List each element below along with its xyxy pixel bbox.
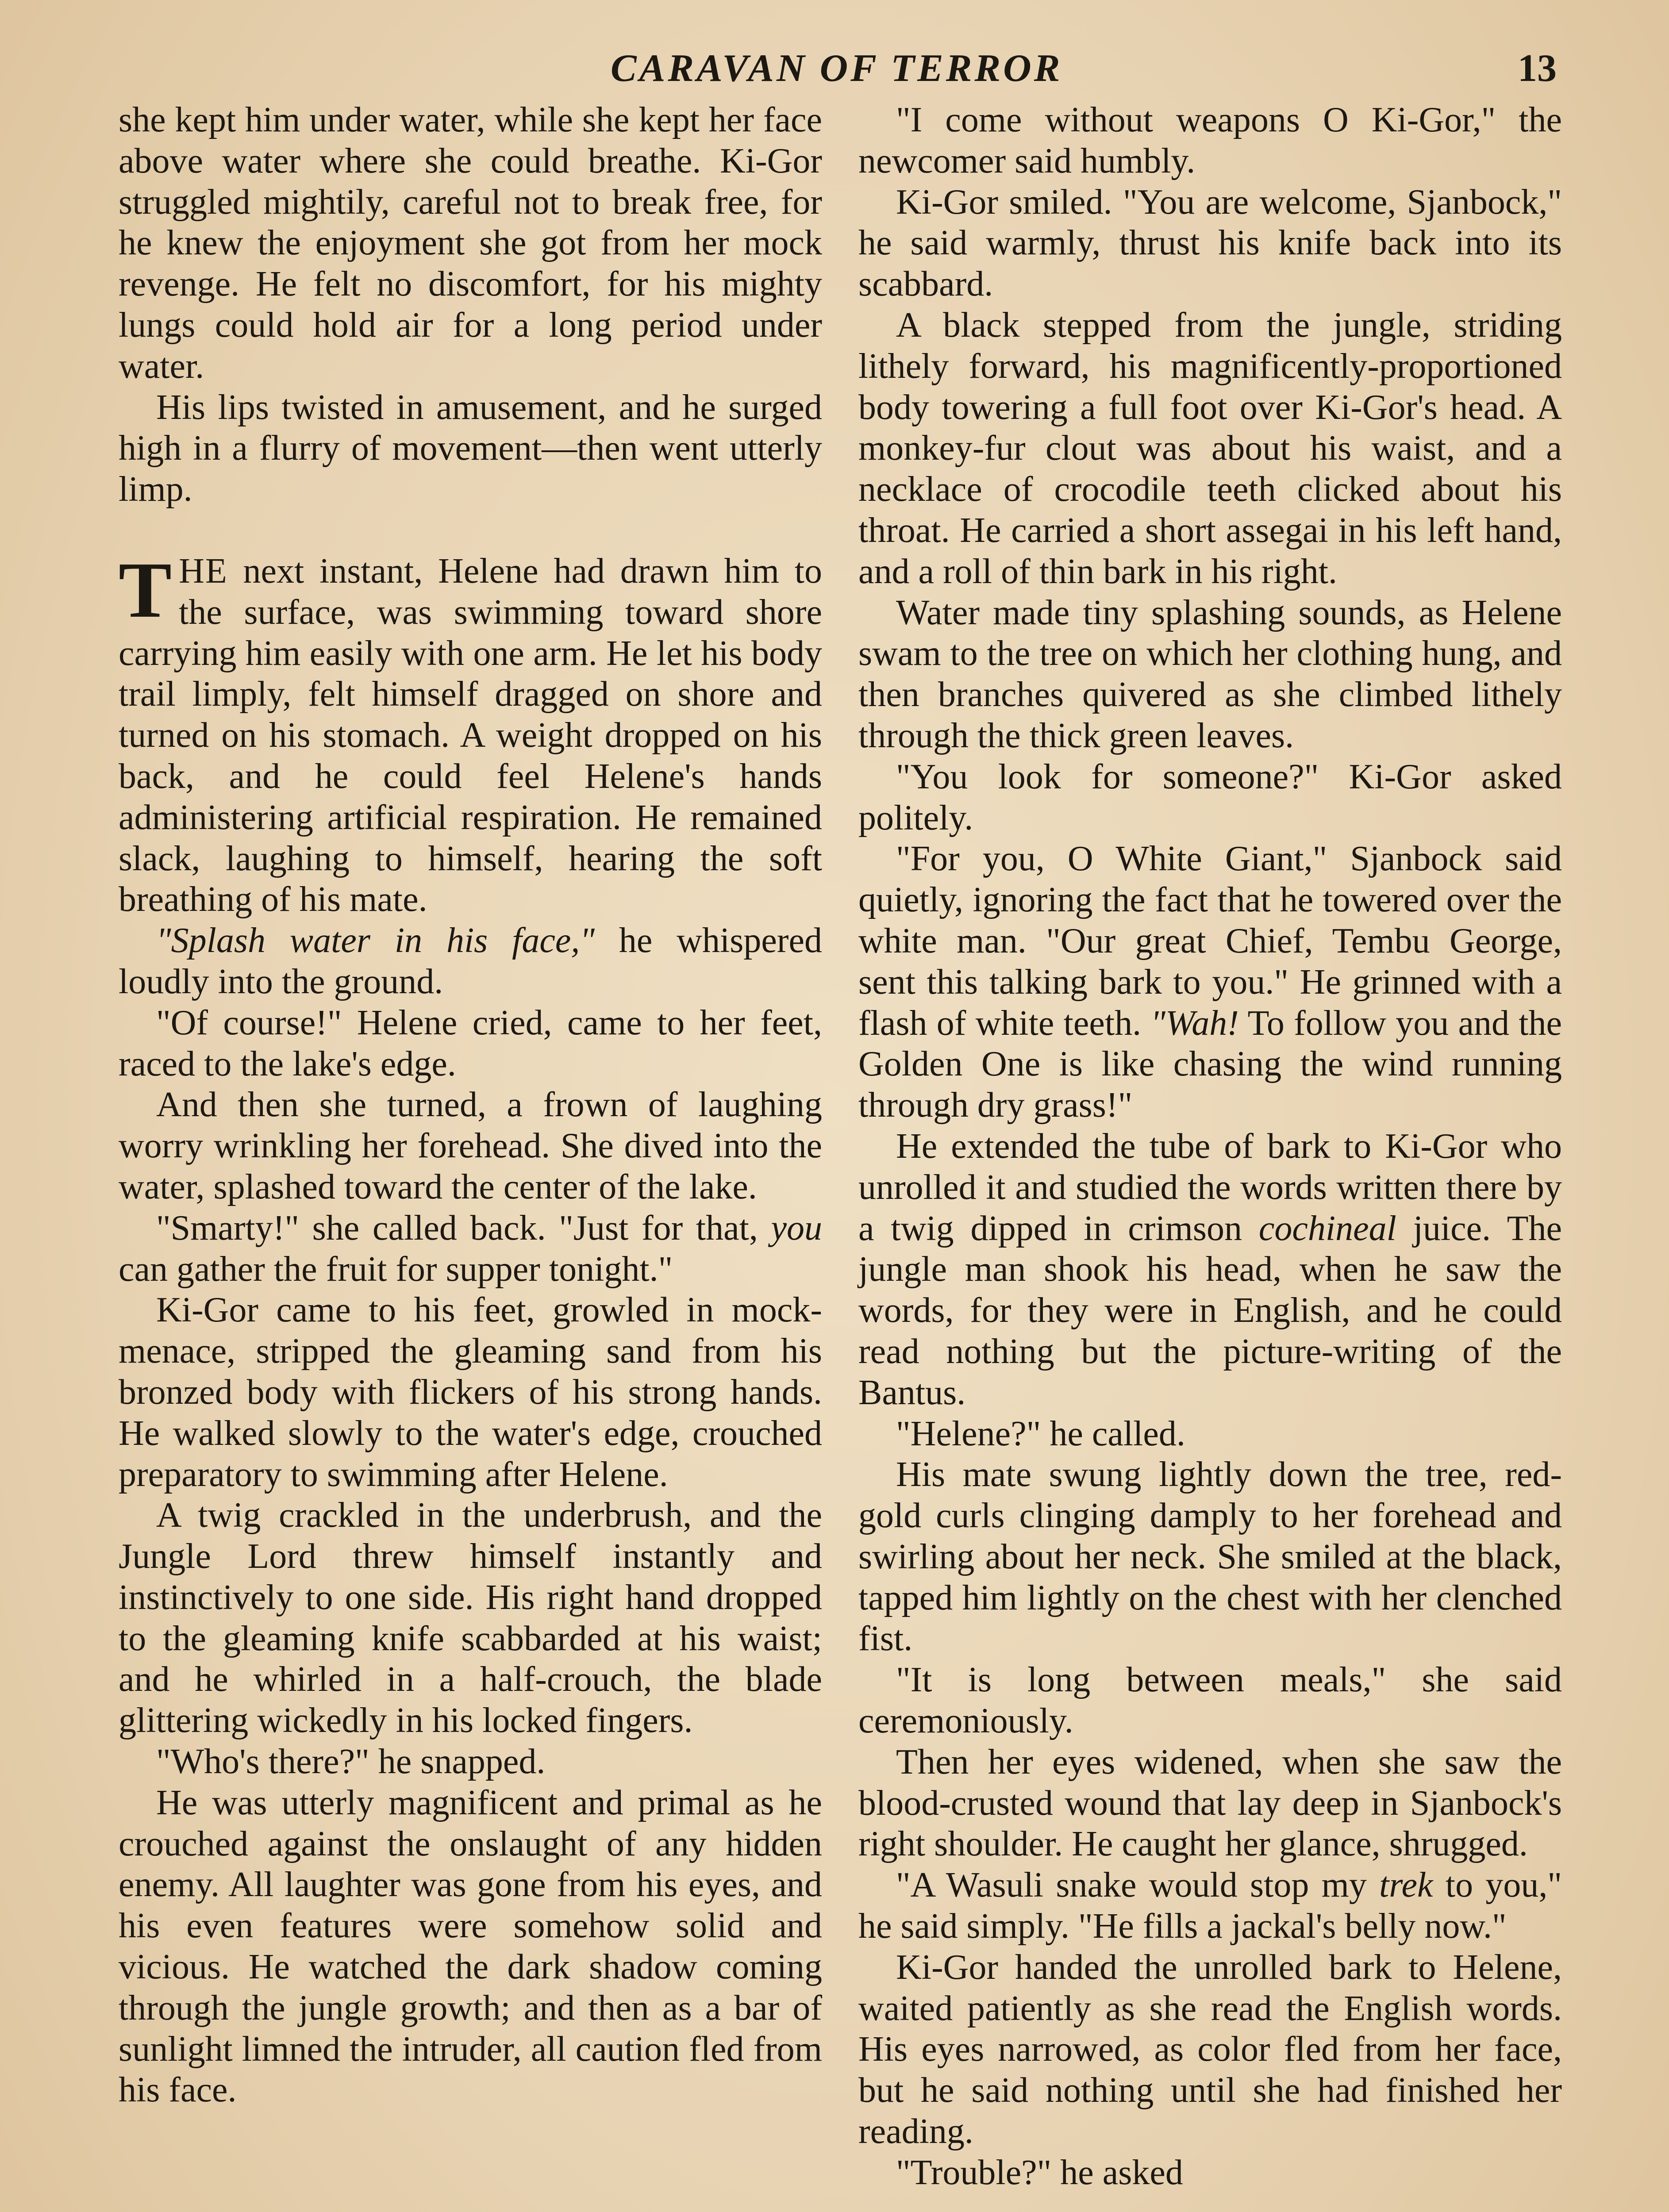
- italic-dialogue: "Splash water in his face,": [156, 921, 595, 960]
- italic-word: cochineal: [1258, 1209, 1396, 1248]
- paragraph: He was utterly magnificent and primal as he crouched against the onslaught of any hidden enemy. All laughter was gone from his eyes, and his even features were somehow solid and vicious. He watched the dark shadow coming through the jungle growth; and then as a bar of sunlight limned the intruder, all caution fled from his face.: [119, 1783, 822, 2110]
- left-column: [119, 100, 822, 2111]
- italic-word: trek: [1379, 1866, 1433, 1905]
- running-title: CARAVAN OF TERROR: [611, 47, 1063, 90]
- paragraph: "Helene?" he called.: [896, 1414, 1185, 1453]
- paragraph: [858, 1126, 1562, 1413]
- paragraph: A twig crackled in the underbrush, and the Jungle Lord threw himself instantly and instinctively to one side. His right hand dropped to the gleaming knife scabbarded at his waist; and he whirled in a half-crouch, the blade glittering wickedly in his locked fingers.: [119, 1496, 822, 1740]
- paragraph: [858, 838, 1562, 1126]
- paragraph-text: next instant, Helene had drawn him to the surface, was swimming toward shore carrying him easily with one arm. He let his body trail limply, felt himself dragged on shore and turned on his stomach. A weight dropped on his back, and he could feel Helene's hands administering artificial respiration. He remained slack, laughing to himself, hearing the soft breathing of his mate.: [119, 551, 822, 919]
- paragraph: Ki-Gor smiled. "You are welcome, Sjanbock," he said warmly, thrust his knife back into its scabbard.: [858, 182, 1562, 304]
- paragraph-text: "For you, O White Giant," Sjanbock said quietly, ignoring the fact that he towered over the white man. "Our great Chief, Tembu George, sent this talking bark to you." He grinned with a flash of white teeth.: [858, 839, 1562, 1043]
- paragraph-text: He extended the tube of bark to Ki-Gor who unrolled it and studied the words written there by a twig dipped in crimson: [858, 1126, 1562, 1248]
- paragraph: "It is long between meals," she said ceremoniously.: [858, 1660, 1562, 1741]
- paragraph-text: "A Wasuli snake would stop my: [896, 1866, 1380, 1905]
- italic-word: "Wah!: [1150, 1003, 1239, 1043]
- italic-word: you: [771, 1208, 822, 1248]
- paragraph: Water made tiny splashing sounds, as Helene swam to the tree on which her clothing hung, and then branches quivered as she climbed lithely through the thick green leaves.: [858, 593, 1562, 755]
- paragraph: Ki-Gor handed the unrolled bark to Helene, waited patiently as she read the English words. His eyes narrowed, as color fled from her face, but he said nothing until she had finished her reading.: [858, 1947, 1562, 2151]
- page-number: 13: [1518, 47, 1557, 90]
- paragraph: "Trouble?" he asked: [896, 2153, 1183, 2192]
- paragraph-text: he whispered loudly into the ground.: [119, 921, 822, 1001]
- paragraph-text: to you," he said simply. "He fills a jackal's belly now.": [858, 1866, 1562, 1946]
- paragraph-text: "Smarty!" she called back. "Just for that,: [156, 1208, 771, 1248]
- paragraph: Ki-Gor came to his feet, growled in mock-menace, stripped the gleaming sand from his bronzed body with flickers of his strong hands. He walked slowly to the water's edge, crouched preparatory to swimming after Helene.: [119, 1290, 822, 1494]
- right-column: [858, 100, 1562, 2193]
- paragraph: "You look for someone?" Ki-Gor asked politely.: [858, 757, 1562, 837]
- paragraph: And then she turned, a frown of laughing worry wrinkling her forehead. She dived into the water, splashed toward the center of the lake.: [119, 1085, 822, 1206]
- paragraph: [858, 1865, 1562, 1947]
- paragraph: Then her eyes widened, when she saw the blood-crusted wound that lay deep in Sjanbock's right shoulder. He caught her glance, shrugged.: [858, 1742, 1562, 1864]
- paragraph: "Of course!" Helene cried, came to her feet, raced to the lake's edge.: [119, 1003, 822, 1083]
- paragraph: "Who's there?" he snapped.: [156, 1742, 546, 1782]
- paragraph: His mate swung lightly down the tree, red-gold curls clinging damply to her forehead and swirling about her neck. She smiled at the black, tapped him lightly on the chest with her clenched fist.: [858, 1455, 1562, 1659]
- paragraph: [119, 1208, 822, 1290]
- paragraph-text: juice. The jungle man shook his head, when he saw the words, for they were in English, and he could read nothing but the picture-writing of the Bantus.: [858, 1209, 1562, 1412]
- paragraph: "I come without weapons O Ki-Gor," the newcomer said humbly.: [858, 100, 1562, 180]
- paragraph: A black stepped from the jungle, striding lithely forward, his magnificently-proportioned body towering a full foot over Ki-Gor's head. A monkey-fur clout was about his waist, and a necklace of crocodile teeth clicked about his throat. He carried a short assegai in his left hand, and a roll of thin bark in his right.: [858, 305, 1562, 591]
- paragraph: [119, 920, 822, 1002]
- drop-cap: T: [119, 545, 172, 634]
- section-opening-paragraph: [119, 545, 822, 920]
- paragraph: His lips twisted in amusement, and he surged high in a flurry of movement—then went utterly limp.: [119, 388, 822, 509]
- paragraph-text: To follow you and the Golden One is like chasing the wind running through dry grass!": [858, 1003, 1562, 1125]
- small-caps-lead: HE: [179, 551, 228, 591]
- paragraph-text: can gather the fruit for supper tonight.": [119, 1249, 673, 1289]
- paragraph: she kept him under water, while she kept her face above water where she could breathe. Ki-Gor struggled mightily, careful not to break free, for he knew the enjoyment she got from her mock revenge. He felt no discomfort, for his mighty lungs could hold air for a long period under water.: [119, 100, 822, 386]
- page-header: [0, 42, 1669, 95]
